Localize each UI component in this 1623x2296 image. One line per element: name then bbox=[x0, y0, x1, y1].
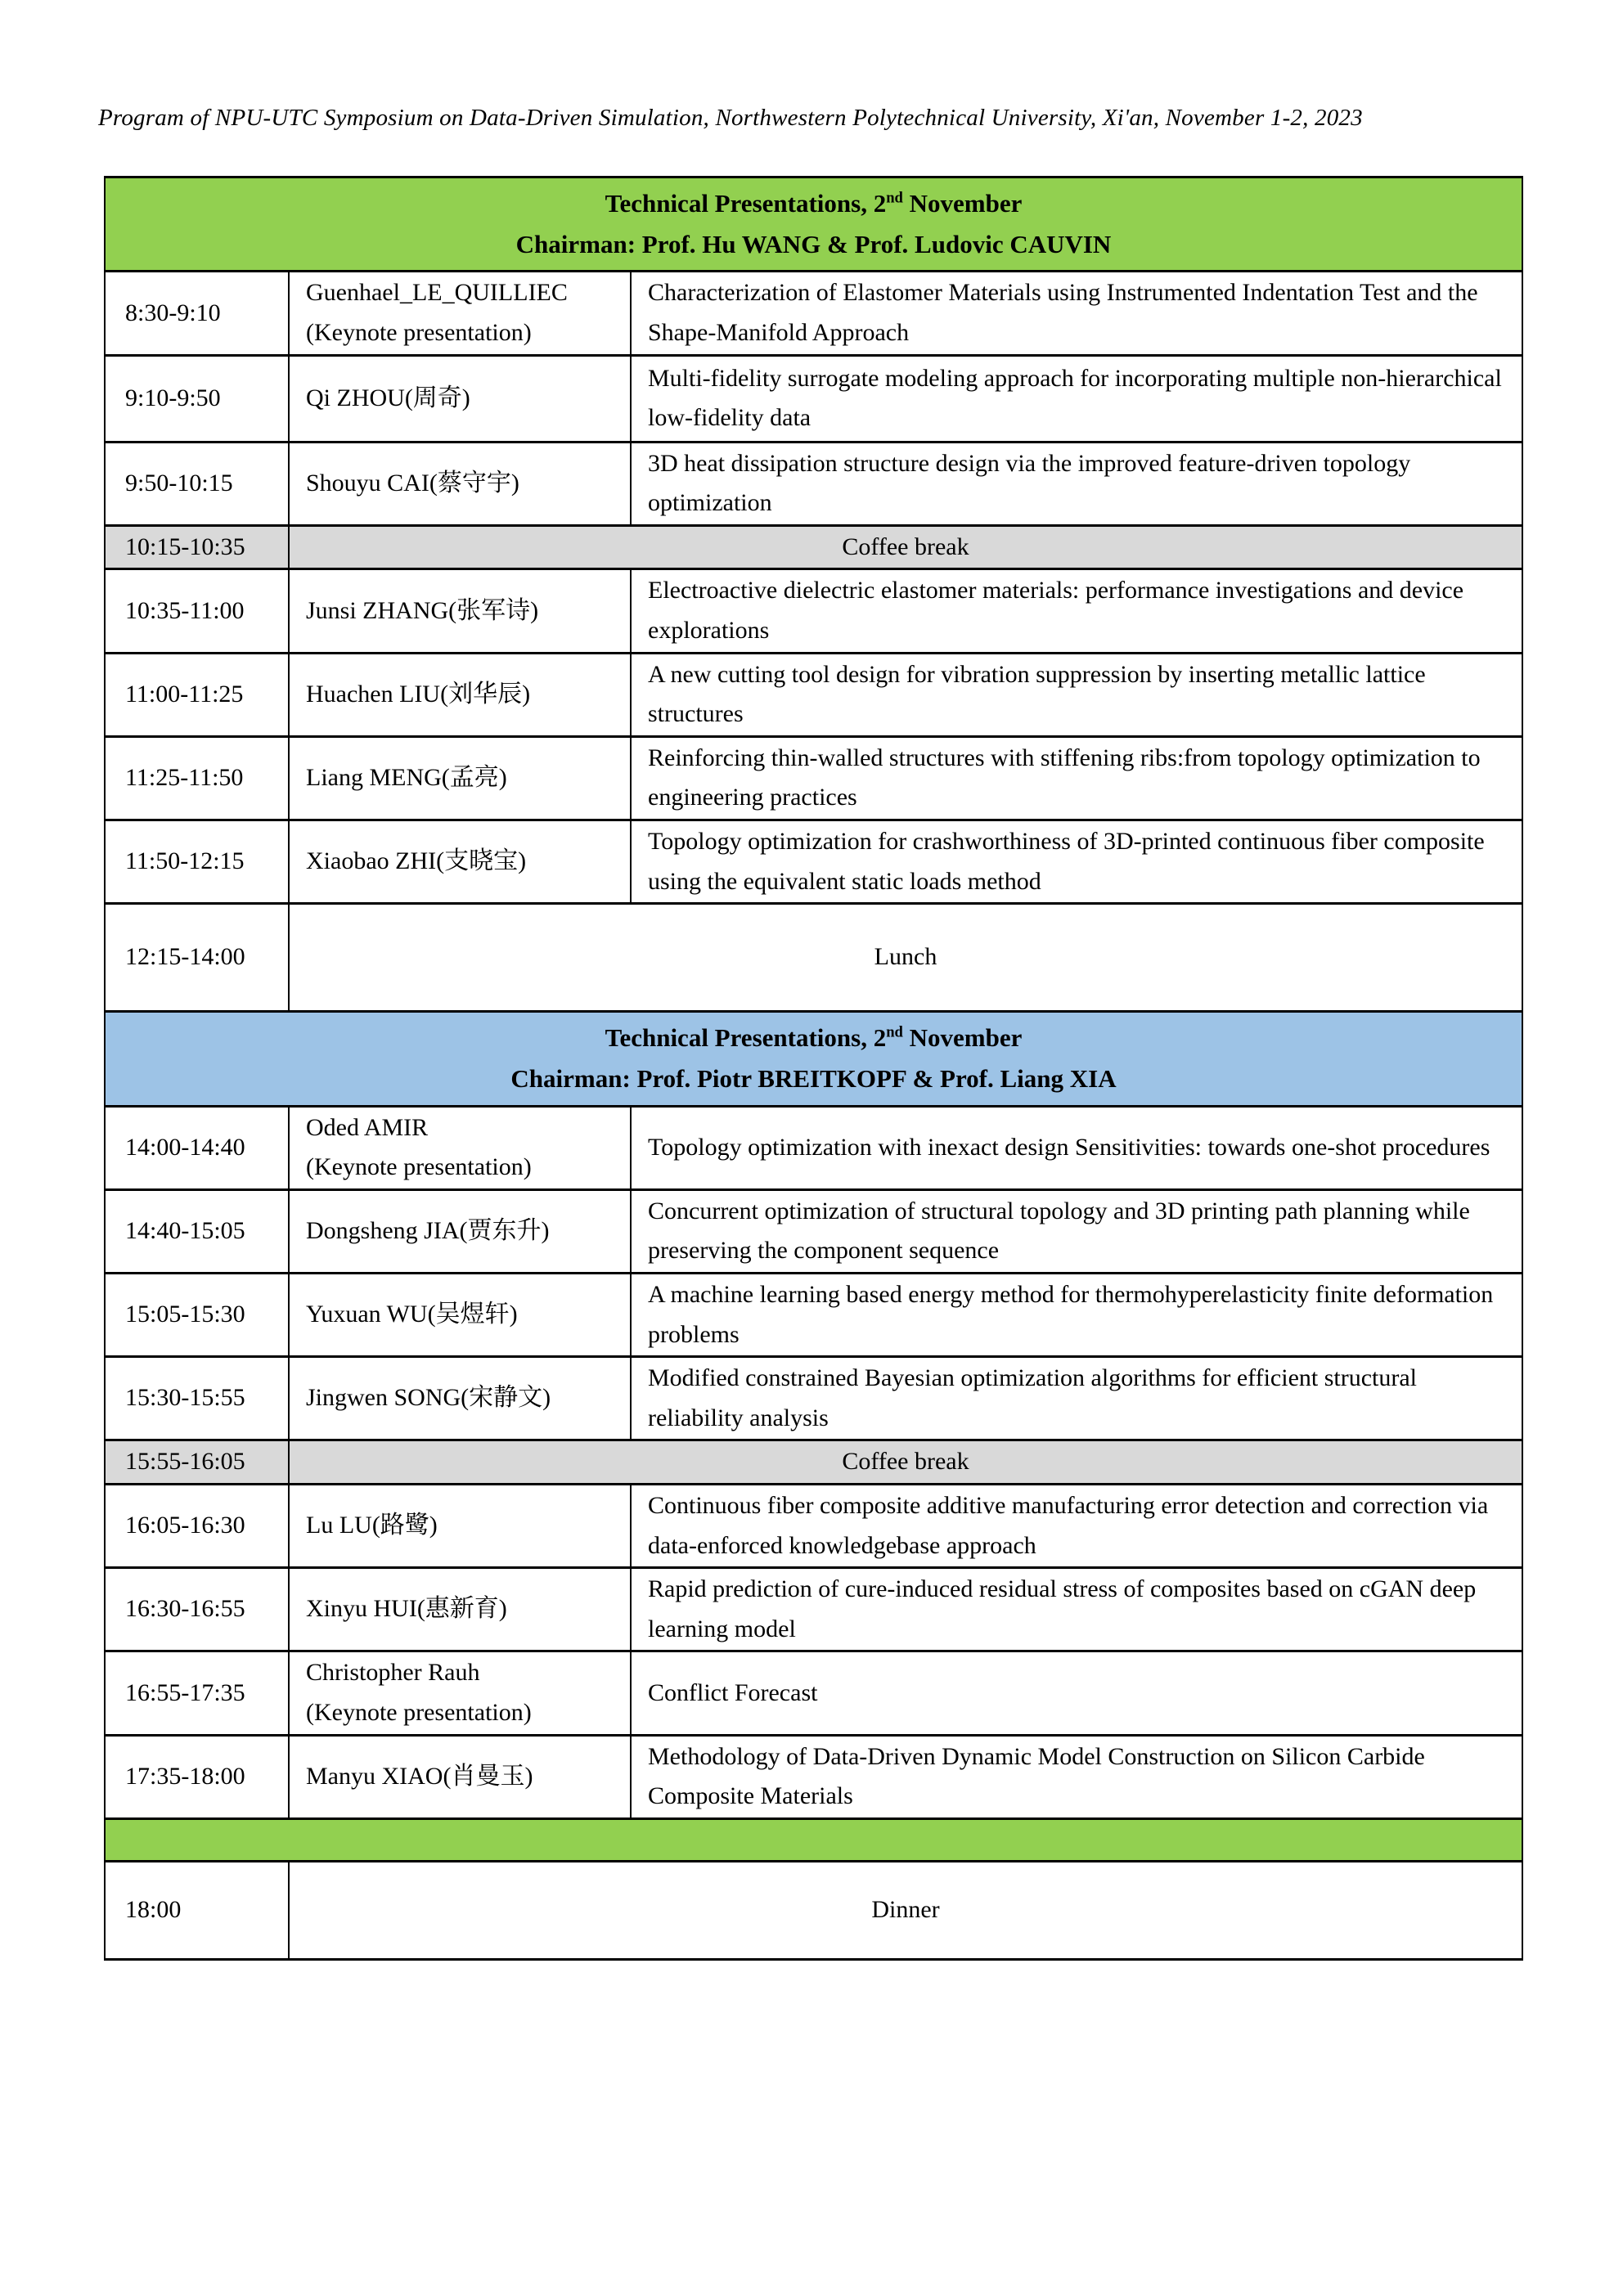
speaker-cell bbox=[289, 1568, 631, 1651]
time-cell: 11:25-11:50 bbox=[105, 736, 289, 820]
speaker-cell bbox=[289, 653, 631, 736]
talk-row bbox=[105, 355, 1522, 442]
talk-row bbox=[105, 653, 1522, 736]
meal-label-cell: Lunch bbox=[289, 904, 1522, 1012]
ordinal-superscript: nd bbox=[886, 1023, 903, 1041]
speaker-keynote-note: (Keynote presentation) bbox=[306, 1698, 532, 1726]
title-cell: Modified constrained Bayesian optimization algorithms for efficient structural reliability analysis bbox=[631, 1357, 1522, 1440]
time-cell: 12:15-14:00 bbox=[105, 904, 289, 1012]
document-header-line: Program of NPU-UTC Symposium on Data-Driven Simulation, Northwestern Polytechnical University, Xi'an, November 1-2, 2023 bbox=[98, 105, 1363, 131]
session-title: Technical Presentations, 2nd November bbox=[605, 189, 1023, 218]
time-cell: 17:35-18:00 bbox=[105, 1735, 289, 1818]
ordinal-superscript: nd bbox=[886, 189, 903, 207]
title-cell: Topology optimization for crashworthiness of 3D-printed continuous fiber composite using the equivalent static loads method bbox=[631, 820, 1522, 903]
talk-row bbox=[105, 1651, 1522, 1735]
speaker-name: Manyu XIAO(肖曼玉) bbox=[306, 1762, 533, 1790]
title-cell: Conflict Forecast bbox=[631, 1651, 1522, 1735]
speaker-cell bbox=[289, 355, 631, 442]
session-header-cell bbox=[105, 1012, 1522, 1106]
spacer-row bbox=[105, 1818, 1522, 1861]
program-table bbox=[104, 176, 1523, 1961]
time-cell: 14:00-14:40 bbox=[105, 1106, 289, 1189]
time-cell: 10:35-11:00 bbox=[105, 569, 289, 653]
title-cell: Multi-fidelity surrogate modeling approach for incorporating multiple non-hierarchical low-fidelity data bbox=[631, 355, 1522, 442]
break-label-cell: Coffee break bbox=[289, 1440, 1522, 1485]
speaker-cell bbox=[289, 820, 631, 903]
coffee-break-row bbox=[105, 1440, 1522, 1485]
speaker-keynote-note: (Keynote presentation) bbox=[306, 1153, 532, 1181]
talk-row bbox=[105, 820, 1522, 903]
session-header-row bbox=[105, 1012, 1522, 1106]
speaker-cell bbox=[289, 569, 631, 653]
session-header-row bbox=[105, 177, 1522, 272]
speaker-name: Christopher Rauh bbox=[306, 1659, 480, 1687]
speaker-name: Lu LU(路鹭) bbox=[306, 1512, 438, 1539]
speaker-name: Huachen LIU(刘华辰) bbox=[306, 680, 531, 708]
speaker-name: Xiaobao ZHI(支晓宝) bbox=[306, 847, 527, 875]
time-cell: 8:30-9:10 bbox=[105, 272, 289, 355]
speaker-cell bbox=[289, 272, 631, 355]
time-cell: 9:50-10:15 bbox=[105, 442, 289, 525]
title-cell: Reinforcing thin-walled structures with stiffening ribs:from topology optimization to engineering practices bbox=[631, 736, 1522, 820]
speaker-cell bbox=[289, 1484, 631, 1567]
session-chairman: Chairman: Prof. Hu WANG & Prof. Ludovic CAUVIN bbox=[515, 230, 1112, 259]
title-cell: Continuous fiber composite additive manufacturing error detection and correction via data-enforced knowledgebase approach bbox=[631, 1484, 1522, 1567]
title-cell: A new cutting tool design for vibration suppression by inserting metallic lattice structures bbox=[631, 653, 1522, 736]
title-cell: 3D heat dissipation structure design via the improved feature-driven topology optimization bbox=[631, 442, 1522, 525]
speaker-cell bbox=[289, 442, 631, 525]
speaker-name: Oded AMIR bbox=[306, 1113, 429, 1141]
break-label-cell: Coffee break bbox=[289, 525, 1522, 569]
speaker-name: Shouyu CAI(蔡守宇) bbox=[306, 469, 519, 496]
talk-row bbox=[105, 272, 1522, 355]
speaker-keynote-note: (Keynote presentation) bbox=[306, 319, 532, 347]
time-cell: 16:30-16:55 bbox=[105, 1568, 289, 1651]
time-cell: 16:55-17:35 bbox=[105, 1651, 289, 1735]
talk-row bbox=[105, 1273, 1522, 1356]
time-cell: 14:40-15:05 bbox=[105, 1189, 289, 1273]
title-cell: A machine learning based energy method for thermohyperelasticity finite deformation problems bbox=[631, 1273, 1522, 1356]
time-cell: 11:00-11:25 bbox=[105, 653, 289, 736]
speaker-name: Junsi ZHANG(张军诗) bbox=[306, 596, 539, 624]
speaker-name: Dongsheng JIA(贾东升) bbox=[306, 1217, 550, 1245]
title-cell: Methodology of Data-Driven Dynamic Model Construction on Silicon Carbide Composite Materials bbox=[631, 1735, 1522, 1818]
talk-row bbox=[105, 736, 1522, 820]
meal-row bbox=[105, 904, 1522, 1012]
speaker-name: Guenhael_LE_QUILLIEC bbox=[306, 279, 568, 307]
title-cell: Rapid prediction of cure-induced residual stress of composites based on cGAN deep learning model bbox=[631, 1568, 1522, 1651]
session-title: Technical Presentations, 2nd November bbox=[605, 1023, 1023, 1053]
time-cell: 16:05-16:30 bbox=[105, 1484, 289, 1567]
speaker-name: Liang MENG(孟亮) bbox=[306, 764, 507, 792]
talk-row bbox=[105, 1189, 1522, 1273]
time-cell: 9:10-9:50 bbox=[105, 355, 289, 442]
talk-row bbox=[105, 1357, 1522, 1440]
time-cell: 15:05-15:30 bbox=[105, 1273, 289, 1356]
title-cell: Concurrent optimization of structural topology and 3D printing path planning while preserving the component sequence bbox=[631, 1189, 1522, 1273]
time-cell: 15:30-15:55 bbox=[105, 1357, 289, 1440]
talk-row bbox=[105, 1568, 1522, 1651]
speaker-cell bbox=[289, 1735, 631, 1818]
title-cell: Electroactive dielectric elastomer materials: performance investigations and device explorations bbox=[631, 569, 1522, 653]
coffee-break-row bbox=[105, 525, 1522, 569]
speaker-name: Yuxuan WU(吴煜轩) bbox=[306, 1301, 518, 1328]
speaker-cell bbox=[289, 1273, 631, 1356]
talk-row bbox=[105, 569, 1522, 653]
speaker-name: Xinyu HUI(惠新育) bbox=[306, 1595, 507, 1623]
speaker-cell bbox=[289, 1651, 631, 1735]
title-cell: Characterization of Elastomer Materials using Instrumented Indentation Test and the Shape-Manifold Approach bbox=[631, 272, 1522, 355]
speaker-name: Jingwen SONG(宋静文) bbox=[306, 1384, 551, 1412]
title-cell: Topology optimization with inexact design Sensitivities: towards one-shot procedures bbox=[631, 1106, 1522, 1189]
meal-label-cell: Dinner bbox=[289, 1861, 1522, 1959]
talk-row bbox=[105, 1735, 1522, 1818]
time-cell: 10:15-10:35 bbox=[105, 525, 289, 569]
session-header-cell bbox=[105, 177, 1522, 272]
talk-row bbox=[105, 442, 1522, 525]
speaker-cell bbox=[289, 1357, 631, 1440]
meal-row bbox=[105, 1861, 1522, 1959]
session-chairman: Chairman: Prof. Piotr BREITKOPF & Prof. Liang XIA bbox=[510, 1064, 1117, 1094]
talk-row bbox=[105, 1484, 1522, 1567]
time-cell: 15:55-16:05 bbox=[105, 1440, 289, 1485]
talk-row bbox=[105, 1106, 1522, 1189]
speaker-cell bbox=[289, 1189, 631, 1273]
speaker-cell bbox=[289, 1106, 631, 1189]
spacer-cell bbox=[105, 1818, 1522, 1861]
speaker-name: Qi ZHOU(周奇) bbox=[306, 384, 470, 411]
speaker-cell bbox=[289, 736, 631, 820]
time-cell: 11:50-12:15 bbox=[105, 820, 289, 903]
time-cell: 18:00 bbox=[105, 1861, 289, 1959]
